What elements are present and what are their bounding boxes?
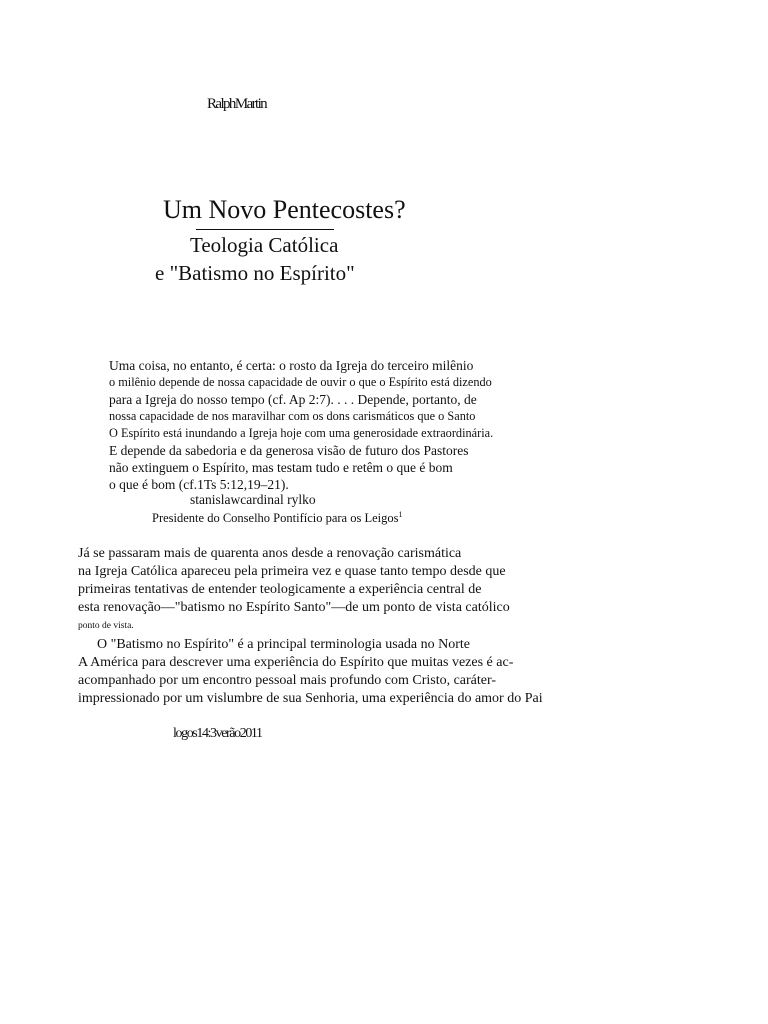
attribution-title-text: Presidente do Conselho Pontifício para os Leigos [152, 511, 399, 526]
body-line: ponto de vista. [78, 621, 134, 631]
epigraph-attribution-title [152, 510, 403, 526]
page-footer: logos14:3verão2011 [173, 726, 262, 741]
epigraph-line: E depende da sabedoria e da generosa visão de futuro dos Pastores [109, 443, 469, 458]
body-line: impressionado por um vislumbre de sua Senhoria, uma experiência do amor do Pai [78, 691, 543, 706]
article-subtitle-line-1: Teologia Católica [190, 233, 339, 257]
body-line: O "Batismo no Espírito" é a principal terminologia usada no Norte [97, 637, 471, 652]
epigraph-line: não extinguem o Espírito, mas testam tudo e retêm o que é bom [109, 460, 453, 475]
epigraph-line: O Espírito está inundando a Igreja hoje com uma generosidade extraordinária. [109, 426, 494, 440]
body-line: acompanhado por um encontro pessoal mais profundo com Cristo, caráter- [78, 673, 497, 688]
body-line: primeiras tentativas de entender teologicamente a experiência central de [78, 582, 482, 597]
article-subtitle-line-2: e "Batismo no Espírito" [155, 261, 355, 285]
epigraph-attribution-name: stanislawcardinal rylko [190, 492, 316, 507]
epigraph-line: o que é bom (cf.1Ts 5:12,19–21). [109, 477, 289, 492]
body-line: na Igreja Católica apareceu pela primeira vez e quase tanto tempo desde que [78, 564, 506, 579]
article-title: Um Novo Pentecostes? [163, 195, 406, 224]
footnote-marker[interactable]: 1 [398, 510, 403, 519]
body-line: A América para descrever uma experiência do Espírito que muitas vezes é ac- [78, 655, 514, 670]
body-line: Já se passaram mais de quarenta anos desde a renovação carismática [78, 546, 462, 561]
epigraph-line: o milênio depende de nossa capacidade de ouvir o que o Espírito está dizendo [109, 375, 492, 389]
epigraph-line: para a Igreja do nosso tempo (cf. Ap 2:7). . . . Depende, portanto, de [109, 392, 477, 407]
epigraph-line: Uma coisa, no entanto, é certa: o rosto da Igreja do terceiro milênio [109, 358, 474, 373]
author-name: RalphMartin [207, 96, 267, 112]
body-line: esta renovação—"batismo no Espírito Santo"—de um ponto de vista católico [78, 600, 510, 615]
title-divider [196, 229, 334, 230]
epigraph-line: nossa capacidade de nos maravilhar com os dons carismáticos que o Santo [109, 409, 476, 423]
